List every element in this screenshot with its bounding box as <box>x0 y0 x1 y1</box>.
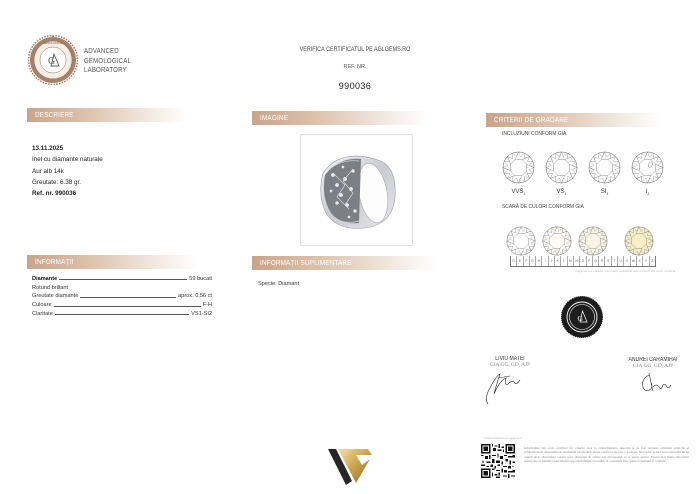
leader-line <box>80 297 176 298</box>
leader-line <box>59 279 187 280</box>
qr-caption: Verifică validitatea pe aglgems.ro <box>484 437 523 440</box>
ring-icon <box>301 135 412 245</box>
metal-type: Aur alb 14k <box>32 167 64 175</box>
signature-icon <box>615 369 691 399</box>
diamond-diagram-icon <box>506 226 536 256</box>
lab-name-line-3: LABORATORY <box>84 65 127 74</box>
section-header-criterii: CRITERII DE GRADARE <box>486 113 661 127</box>
color-grade-u: U <box>618 256 624 266</box>
diamond-diagram-icon <box>624 226 654 256</box>
section-header-informatii: INFORMAȚII <box>27 255 197 269</box>
signer-name: ANDREI CARAMIHAI <box>628 357 678 363</box>
inclusions-title: INCLUZIUNI CONFORM GIA <box>502 131 567 137</box>
signature-icon <box>480 368 540 408</box>
color-grade-e: E <box>517 256 523 266</box>
color-sample-diamond <box>578 226 608 256</box>
item-ref: Ref. nr. 990036 <box>32 190 77 198</box>
color-grade-d: D <box>511 256 517 266</box>
info-value: aprox. 0.56 ct <box>178 293 212 300</box>
color-grade-j: J <box>549 256 555 266</box>
section-header-imagine: IMAGINE <box>252 111 427 125</box>
diamond-diagram-icon <box>588 151 621 184</box>
info-label: Rotund briliant <box>32 284 69 291</box>
info-row <box>32 308 212 317</box>
info-row <box>32 282 212 291</box>
leader-line <box>55 314 189 315</box>
verify-certificate-text: VERIFICĂ CERTIFICATUL PE AGLGEMS.RO <box>299 47 411 53</box>
color-grade-n: N <box>574 256 580 266</box>
diamond-diagram-icon <box>631 151 664 184</box>
color-grade-m: M <box>568 256 574 266</box>
brand-logo <box>326 445 374 487</box>
clarity-grade-si2 <box>588 151 621 196</box>
color-grade-s: S <box>605 256 611 266</box>
species-text: Specie: Diamant <box>258 281 300 287</box>
scale-note: Imaginea are caracter informativ, aplicabilă doar pietrelor din acest certificat <box>575 269 676 273</box>
color-grade-w: W <box>631 256 637 266</box>
ref-number-label: REF. NR. <box>343 64 367 70</box>
color-sample-diamond <box>624 226 654 256</box>
color-grade-l: L <box>561 256 567 266</box>
signer-credentials: GIA GG, GD, AJP <box>489 362 531 368</box>
diamond-diagram-icon <box>578 226 608 256</box>
color-grade-z: Z <box>651 259 654 263</box>
lab-name-line-1: ADVANCED <box>84 46 119 55</box>
color-grade-i: I <box>542 256 548 266</box>
ring-image <box>300 134 413 246</box>
diamond-diagram-icon <box>542 226 572 256</box>
color-diagrams <box>506 226 666 256</box>
lab-name <box>84 46 131 75</box>
signature-block-2 <box>615 357 691 404</box>
item-weight: Greutate: 6.38 gr. <box>32 178 82 186</box>
info-value: VS1-SI2 <box>191 310 212 317</box>
color-grade-t: T <box>612 256 618 266</box>
svg-text:G: G <box>577 314 583 323</box>
color-sample-diamond <box>506 226 536 256</box>
description-block <box>32 143 103 199</box>
color-grade-r: R <box>599 256 605 266</box>
agl-black-seal <box>561 296 603 338</box>
color-grade-f: F <box>524 256 530 266</box>
signature-block-1 <box>480 356 540 413</box>
clarity-diagrams <box>502 151 672 196</box>
informatii-list <box>32 273 212 317</box>
info-label: Claritate <box>32 310 53 317</box>
color-scale-title: SCARĂ DE CULORI CONFORM GIA <box>502 204 584 210</box>
lab-name-line-2: GEMOLOGICAL <box>84 55 132 65</box>
svg-text:•: • <box>52 77 54 80</box>
diamond-diagram-icon <box>545 151 578 184</box>
certificate-date: 13.11.2025 <box>32 145 64 152</box>
info-label: Greutate diamante <box>32 293 79 300</box>
qr-code[interactable] <box>481 444 515 478</box>
section-header-descriere: DESCRIERE <box>27 108 187 122</box>
info-label: Culoare <box>32 302 52 309</box>
clarity-grade-i2 <box>631 151 664 196</box>
color-grade-p: P <box>587 256 593 266</box>
section-header-suplimentare: INFORMAȚII SUPLIMENTARE <box>252 256 437 270</box>
leader-line <box>54 306 201 307</box>
color-grade-x: X <box>637 256 643 266</box>
color-grade-q: Q <box>593 256 599 266</box>
clarity-grade-vvs1 <box>502 151 535 196</box>
color-sample-diamond <box>542 226 572 256</box>
svg-text:G: G <box>48 56 56 67</box>
info-row <box>32 291 212 300</box>
signer-name: LIVIU MATEI <box>495 356 525 362</box>
color-grade-y: Y <box>643 256 649 266</box>
info-row <box>32 273 212 282</box>
agl-seal-logo <box>28 35 78 85</box>
info-value: 59 bucati <box>189 275 212 282</box>
color-scale-bar <box>510 256 656 267</box>
info-label: Diamante <box>32 275 58 282</box>
color-grade-h: H <box>536 256 542 266</box>
color-grade-k: K <box>555 256 561 266</box>
clarity-label: $SI_2$ <box>600 189 609 197</box>
color-grade-g: G <box>530 256 536 266</box>
clarity-grade-vs1 <box>545 151 578 196</box>
info-row <box>32 299 212 308</box>
clarity-label: $VVS_1$ <box>511 189 526 197</box>
color-grade-v: V <box>624 256 630 266</box>
item-type: Inel cu diamante naturale <box>32 156 103 164</box>
disclaimer-text: Informațiile din acest certificat fac referire doar la piatra/bijuteria descrisă și au fost obținute utilizând tehnicile și echipamentele disponibile în momentul examinării. Acest certificat nu este o garanție. Nici AGL și nici personalul său nu își asumă nicio răspundere pentru orice diferență de opinie sau discrepanță ce ar putea apărea. Pentru mai multe informații referitoare la limitări și declinarea responsabilității, vă rugăm să consultați AGLgems.ro/termeni și condiții. <box>524 446 689 464</box>
svg-text:GEMOLOGICAL: GEMOLOGICAL <box>43 42 63 45</box>
info-value: F-H <box>202 302 212 309</box>
signer-credentials: GIA GG, GD, AJP <box>632 363 674 369</box>
clarity-label: $VS_1$ <box>556 189 567 197</box>
ref-number: 990036 <box>338 81 372 91</box>
diamond-diagram-icon <box>502 151 535 184</box>
color-grade-o: O <box>580 256 586 266</box>
clarity-label: $I_2$ <box>645 189 650 197</box>
